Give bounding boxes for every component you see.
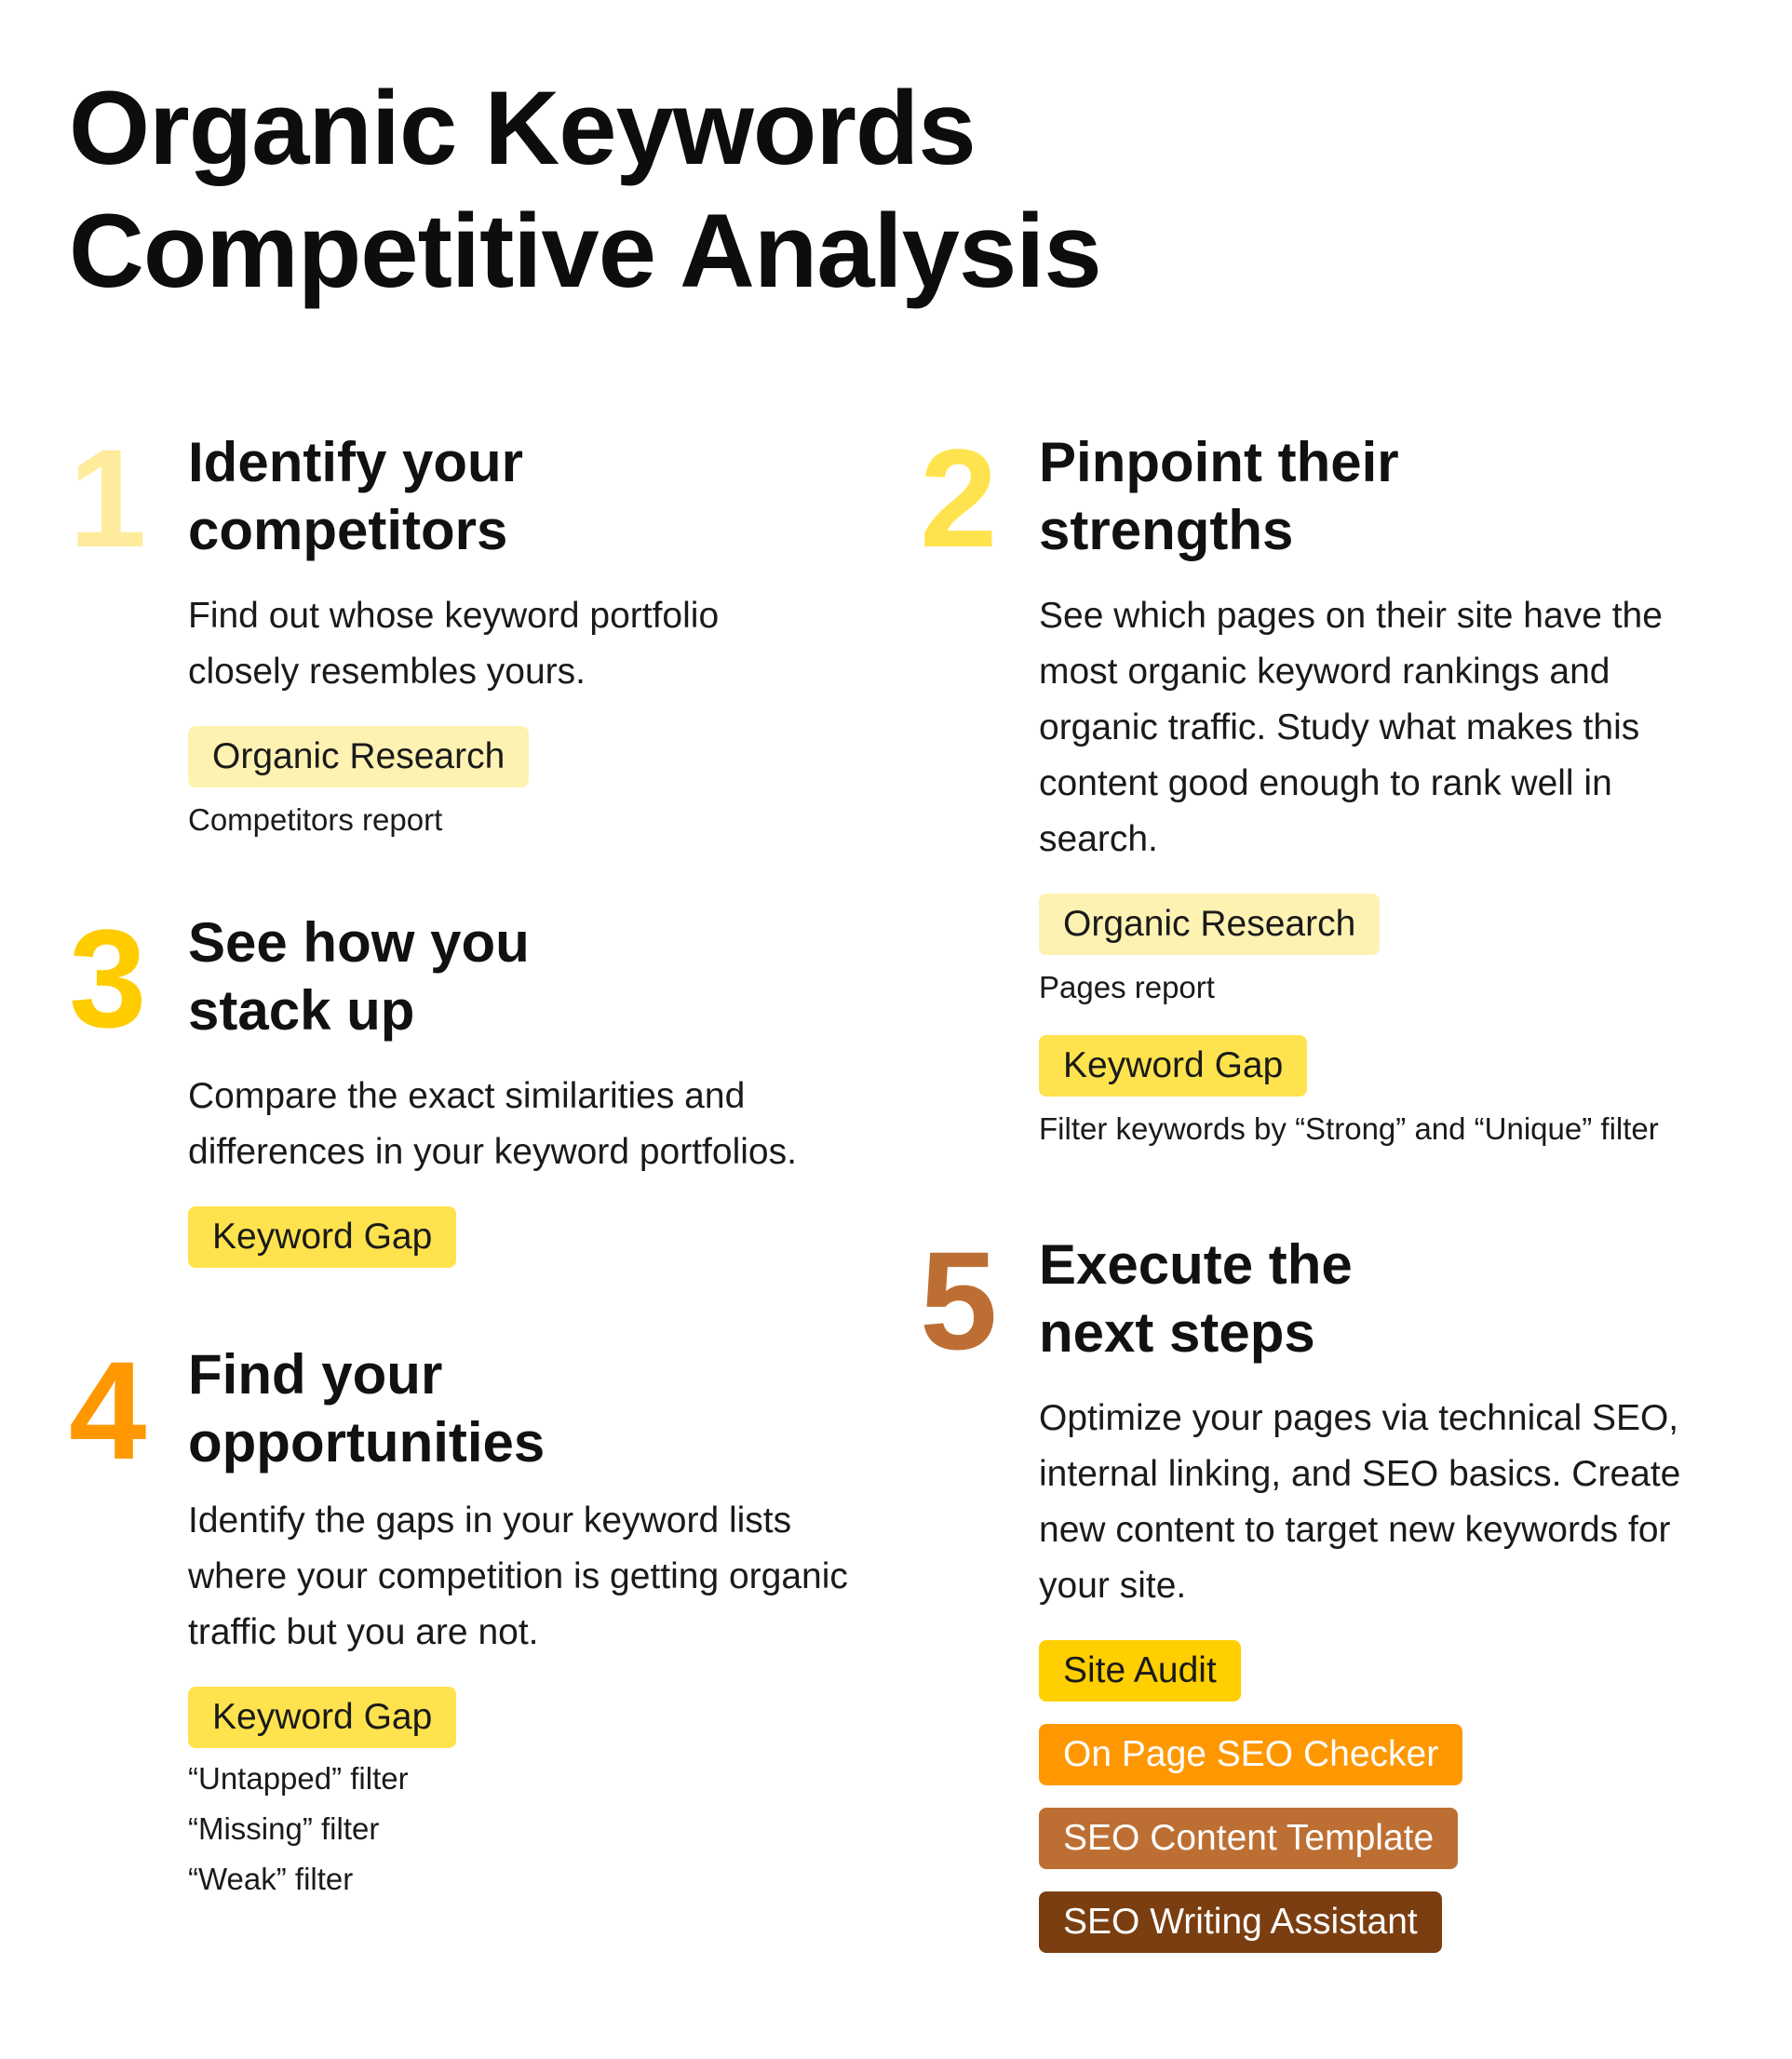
step-number-3: 3: [69, 900, 147, 1056]
page-title: [69, 67, 1101, 313]
title-line-2: Competitive Analysis: [69, 193, 1101, 309]
tool-tag-organic-research[interactable]: Organic Research: [1039, 894, 1380, 955]
step-description: Identify the gaps in your keyword lists where your competition is getting organic traffic but you are not.: [188, 1501, 848, 1652]
tool-note: Filter keywords by “Strong” and “Unique” filter: [1039, 1111, 1659, 1146]
tool-list: [1039, 894, 1746, 1154]
tool-note: Pages report: [1039, 970, 1215, 1004]
step-3-content: [188, 908, 896, 1268]
tool-tag-site-audit[interactable]: Site Audit: [1039, 1640, 1241, 1702]
step-description: Compare the exact similarities and differences in your keyword portfolios.: [188, 1076, 797, 1172]
tool-list: [188, 726, 896, 845]
step-description: Find out whose keyword portfolio closely resembles yours.: [188, 596, 720, 692]
tool-note: Competitors report: [188, 802, 443, 837]
tool-item: [188, 1206, 896, 1268]
step-1-content: [188, 428, 896, 845]
tool-item: [1039, 1035, 1746, 1154]
tool-tag-on-page-seo-checker[interactable]: On Page SEO Checker: [1039, 1724, 1462, 1785]
step-number-5: 5: [920, 1222, 998, 1379]
tool-item: [188, 1687, 896, 1904]
step-number-2: 2: [920, 420, 998, 576]
step-5-content: [1039, 1231, 1746, 1953]
filter-note-untapped: “Untapped” filter: [188, 1761, 409, 1796]
step-4-content: [188, 1340, 896, 1904]
step-number-4: 4: [69, 1332, 147, 1488]
tool-item: [188, 726, 896, 845]
step-heading: Pinpoint their strengths: [1039, 431, 1399, 561]
tool-tag-keyword-gap[interactable]: Keyword Gap: [188, 1206, 456, 1268]
step-number-1: 1: [69, 420, 147, 576]
step-heading: Execute the next steps: [1039, 1233, 1353, 1364]
tool-tag-seo-writing-assistant[interactable]: SEO Writing Assistant: [1039, 1891, 1442, 1953]
step-heading: See how you stack up: [188, 911, 530, 1042]
tool-list: [1039, 1640, 1746, 1953]
tool-tag-keyword-gap[interactable]: Keyword Gap: [188, 1687, 456, 1748]
title-line-1: Organic Keywords: [69, 70, 976, 186]
tool-list: [188, 1206, 896, 1268]
step-2-content: [1039, 428, 1746, 1154]
step-description: See which pages on their site have the most organic keyword rankings and organic traffic. Study what makes this content good enough to rank well in search.: [1039, 596, 1663, 859]
step-description: Optimize your pages via technical SEO, internal linking, and SEO basics. Create new content to target new keywords for your site.: [1039, 1398, 1681, 1606]
step-heading: Find your opportunities: [188, 1343, 546, 1474]
tool-tag-keyword-gap[interactable]: Keyword Gap: [1039, 1035, 1307, 1097]
step-heading: Identify your competitors: [188, 431, 524, 561]
tool-item: [1039, 894, 1746, 1013]
tool-tag-organic-research[interactable]: Organic Research: [188, 726, 529, 787]
filter-note-missing: “Missing” filter: [188, 1811, 380, 1846]
tool-tag-seo-content-template[interactable]: SEO Content Template: [1039, 1808, 1458, 1869]
tool-list: [188, 1687, 896, 1904]
filter-note-weak: “Weak” filter: [188, 1862, 354, 1896]
